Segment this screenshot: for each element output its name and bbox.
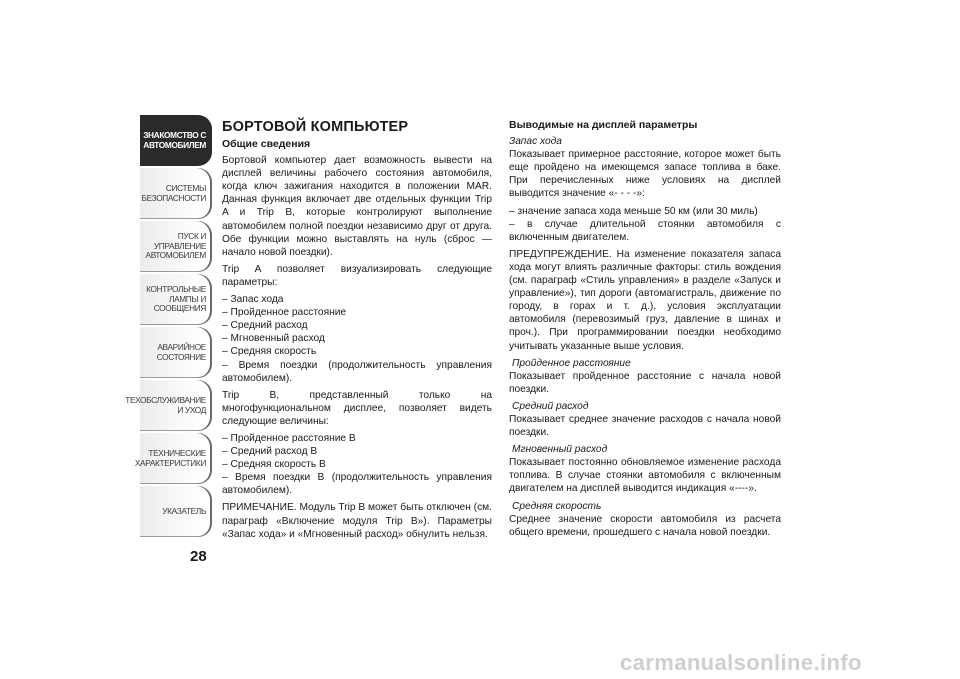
tab-technical-specs[interactable]: ТЕХНИЧЕСКИЕ ХАРАКТЕРИСТИКИ xyxy=(140,433,212,484)
section-heading-general: Общие сведения xyxy=(222,138,311,150)
avg-consumption-block xyxy=(509,400,781,439)
chapter-tabs xyxy=(125,115,212,539)
subheading-avg-speed: Средняя скорость xyxy=(512,500,602,512)
watermark: carmanualsonline.info xyxy=(620,650,862,675)
range-block xyxy=(509,135,781,244)
list-item: – Средняя скорость B xyxy=(222,459,326,471)
range-text: Показывает примерное расстояние, которое может быть еще пройдено на имеющемся запасе топлива в баке. При перечисленных ниже условиях на дисплей выводится значение «- - - -»: xyxy=(509,149,781,200)
tab-maintenance[interactable]: ТЕХОБСЛУЖИВАНИЕ И УХОД xyxy=(140,380,212,431)
inst-consumption-block xyxy=(509,443,781,495)
intro-paragraph: Бортовой компьютер дает возможность вывести на дисплей величины рабочего состояния автомобиля, когда ключ зажигания находится в положении MAR. Данная функция включает две отдельных функции Trip A и Trip B, которые контролируют выполнение автомобилем полной поездки независимо друг от друга. Обе функции можно выставлять на нуль (сброс — начало новой поездки). xyxy=(222,155,492,258)
inst-consumption-text: Показывает постоянно обновляемое изменение расхода топлива. В случае стоянки автомобиля с включенным двигателем на дисплей выводится индикация «----». xyxy=(509,457,781,495)
list-item: – Запас хода xyxy=(222,294,284,306)
distance-block xyxy=(509,357,781,396)
subheading-range: Запас хода xyxy=(509,136,562,148)
list-item: – Средний расход B xyxy=(222,446,318,458)
avg-consumption-text: Показывает среднее значение расходов с начала новой поездки. xyxy=(509,413,781,439)
list-item: – Средняя скорость xyxy=(222,346,317,358)
right-column xyxy=(509,119,781,543)
list-item: – Пройденное расстояние xyxy=(222,307,347,319)
avg-speed-text: Среднее значение скорости автомобиля из расчета общего времени, прошедшего с начала новой поездки. xyxy=(509,513,781,538)
tab-emergency[interactable]: АВАРИЙНОЕ СОСТОЯНИЕ xyxy=(140,327,212,378)
tab-starting-driving[interactable]: ПУСК И УПРАВЛЕНИЕ АВТОМОБИЛЕМ xyxy=(140,221,212,272)
note-paragraph: ПРИМЕЧАНИЕ. Модуль Trip B может быть отключен (см. параграф «Включение модуля Trip B»). Параметры «Запас хода» и «Мгновенный расход» обнулить нельзя. xyxy=(222,502,492,540)
subheading-distance: Пройденное расстояние xyxy=(512,357,631,369)
warning-paragraph: ПРЕДУПРЕЖДЕНИЕ. На изменение показателя запаса хода могут влиять различные факторы: стиль вождения (см. параграф «Стиль управления» в разделе «Запуск и управление»), тип дороги (автомагистраль, движение по городу, в горах и т. д.), условия эксплуатации автомобиля (перевозимый груз, давление в шинах и проч.). При программировании поездки необходимо учитывать указанные выше условия. xyxy=(509,248,781,352)
trip-b-list xyxy=(222,432,492,497)
list-item: – Средний расход xyxy=(222,320,308,332)
subheading-avg-consumption: Средний расход xyxy=(512,400,589,412)
list-item: – в случае длительной стоянки автомобиля с включенным двигателем. xyxy=(509,218,781,243)
trip-b-intro: Trip B, представленный только на многофункциональном дисплее, позволяет видеть следующие величины: xyxy=(222,389,492,427)
list-item: – Время поездки B (продолжительность управления автомобилем). xyxy=(222,472,492,497)
list-item: – Мгновенный расход xyxy=(222,333,325,345)
tab-introduction[interactable]: ЗНАКОМСТВО С АВТОМОБИЛЕМ xyxy=(140,115,212,166)
list-item: – Пройденное расстояние B xyxy=(222,432,356,444)
list-item: – Время поездки (продолжительность управления автомобилем). xyxy=(222,359,492,384)
trip-a-intro: Trip A позволяет визуализировать следующие параметры: xyxy=(222,263,492,288)
section-heading-parameters: Выводимые на дисплей параметры xyxy=(509,119,698,131)
tab-warning-lights[interactable]: КОНТРОЛЬНЫЕ ЛАМПЫ И СООБЩЕНИЯ xyxy=(140,274,212,325)
page-title: БОРТОВОЙ КОМПЬЮТЕР xyxy=(222,119,409,135)
page-number: 28 xyxy=(190,548,207,565)
subheading-inst-consumption: Мгновенный расход xyxy=(512,444,608,456)
tab-index[interactable]: УКАЗАТЕЛЬ xyxy=(140,486,212,537)
distance-text: Показывает пройденное расстояние с начала новой поездки. xyxy=(509,370,781,395)
list-item: – значение запаса хода меньше 50 км (или 30 миль) xyxy=(509,205,758,217)
avg-speed-block xyxy=(509,500,781,539)
trip-a-list xyxy=(222,293,492,385)
left-column xyxy=(222,119,492,545)
tab-safety-systems[interactable]: СИСТЕМЫ БЕЗОПАСНОСТИ xyxy=(140,168,212,219)
